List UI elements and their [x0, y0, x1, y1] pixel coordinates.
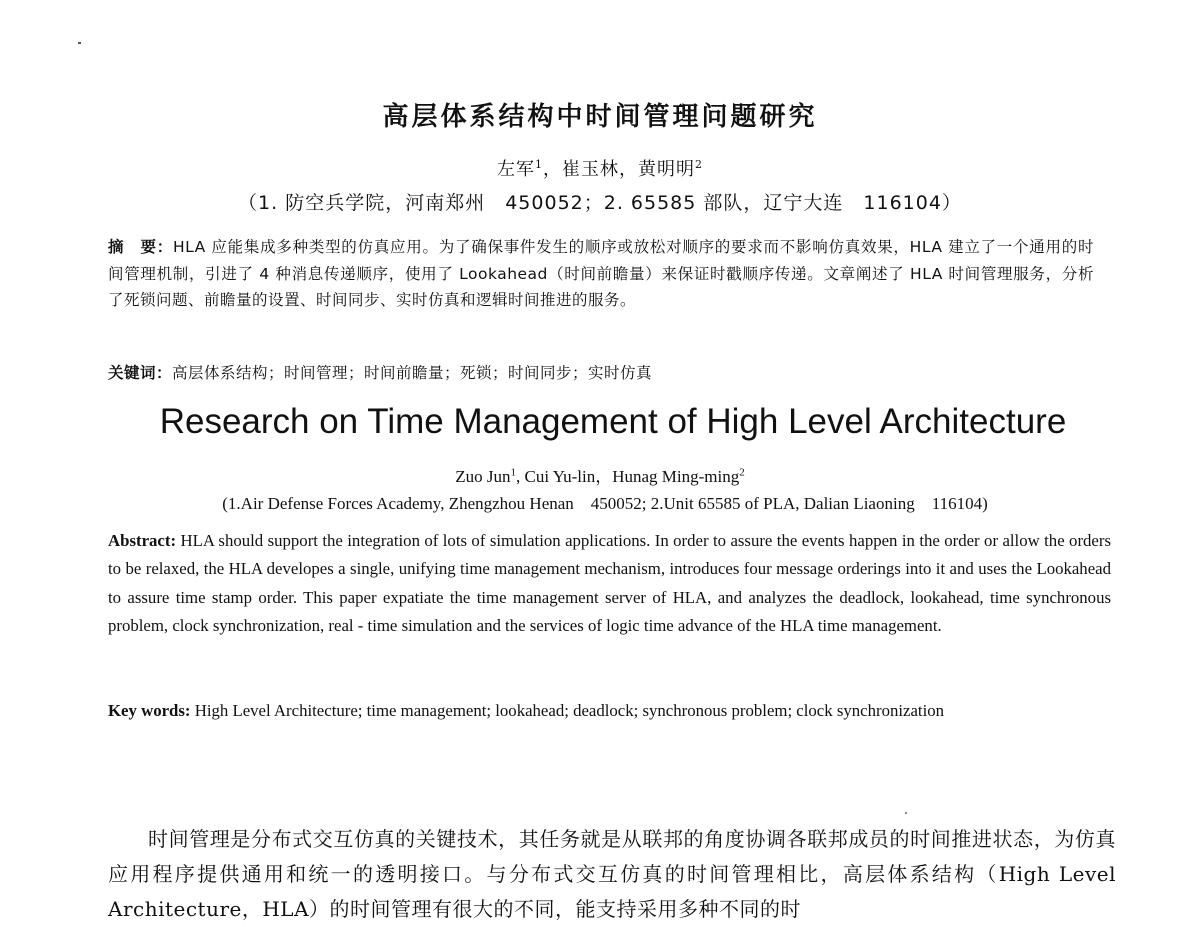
chinese-keywords: [108, 360, 1094, 386]
chinese-title: 高层体系结构中时间管理问题研究: [382, 102, 818, 132]
english-keywords: [108, 697, 1111, 725]
english-authors: [0, 462, 1200, 487]
body-paragraph: 时间管理是分布式交互仿真的关键技术，其任务就是从联邦的角度协调各联邦成员的时间推进状态，为仿真应用程序提供通用和统一的透明接口。与分布式交互仿真的时间管理相比，高层体系结构（High Level Architecture，HLA）的时间管理有很大的不同，能支持采用多种不同的时: [108, 827, 1116, 921]
affiliation-marker: 1: [535, 158, 543, 171]
affiliation-marker: 2: [695, 158, 703, 171]
author-names: ，崔玉林，黄明明: [543, 159, 695, 180]
chinese-abstract-label: 摘 要：: [108, 238, 173, 256]
english-abstract-text: HLA should support the integration of lots of simulation applications. In order to assure the events happen in the order or allow the orders to be relaxed, the HLA developes a single, unifying time management mechanism, introduces four message orderings into it and uses the Lookahead to assure time stamp order. This paper expatiate the time management server of HLA, and analyzes the deadlock, lookahead, time synchronous problem, clock synchronization, real - time simulation and the services of logic time advance of the HLA time management.: [108, 531, 1111, 635]
author-name: Zuo Jun: [455, 467, 511, 486]
scan-speck: [905, 812, 907, 814]
english-affiliation: (1.Air Defense Forces Academy, Zhengzhou Henan 450052; 2.Unit 65585 of PLA, Dalian Liaoning 116104): [222, 494, 988, 513]
scan-speck: [78, 42, 81, 44]
author-names: , Cui Yu-lin，Hunag Ming-ming: [516, 467, 740, 486]
affiliation-marker: 1: [510, 466, 517, 479]
affiliation-marker: 2: [739, 466, 745, 479]
english-title: Research on Time Management of High Level Architecture: [159, 402, 1067, 441]
chinese-affiliation: （1. 防空兵学院，河南郑州 450052；2. 65585 部队，辽宁大连 116104）: [238, 192, 962, 214]
chinese-keywords-label: 关键词：: [108, 364, 173, 382]
english-keywords-label: Key words:: [108, 701, 191, 720]
chinese-keywords-text: 高层体系结构；时间管理；时间前瞻量；死锁；时间同步；实时仿真: [172, 364, 653, 382]
chinese-abstract: [108, 234, 1094, 314]
english-abstract: [108, 527, 1111, 640]
english-keywords-text: High Level Architecture; time management; lookahead; deadlock; synchronous problem; clock synchronization: [190, 701, 945, 720]
chinese-authors: [0, 155, 1200, 181]
chinese-abstract-text: HLA 应能集成多种类型的仿真应用。为了确保事件发生的顺序或放松对顺序的要求而不影响仿真效果，HLA 建立了一个通用的时间管理机制，引进了 4 种消息传递顺序，使用了 Lookahead（时间前瞻量）来保证时戳顺序传递。文章阐述了 HLA 时间管理服务，分析了死锁问题、前瞻量的设置、时间同步、实时仿真和逻辑时间推进的服务。: [108, 238, 1094, 309]
author-name: 左军: [497, 159, 535, 180]
english-abstract-label: Abstract:: [108, 531, 177, 550]
